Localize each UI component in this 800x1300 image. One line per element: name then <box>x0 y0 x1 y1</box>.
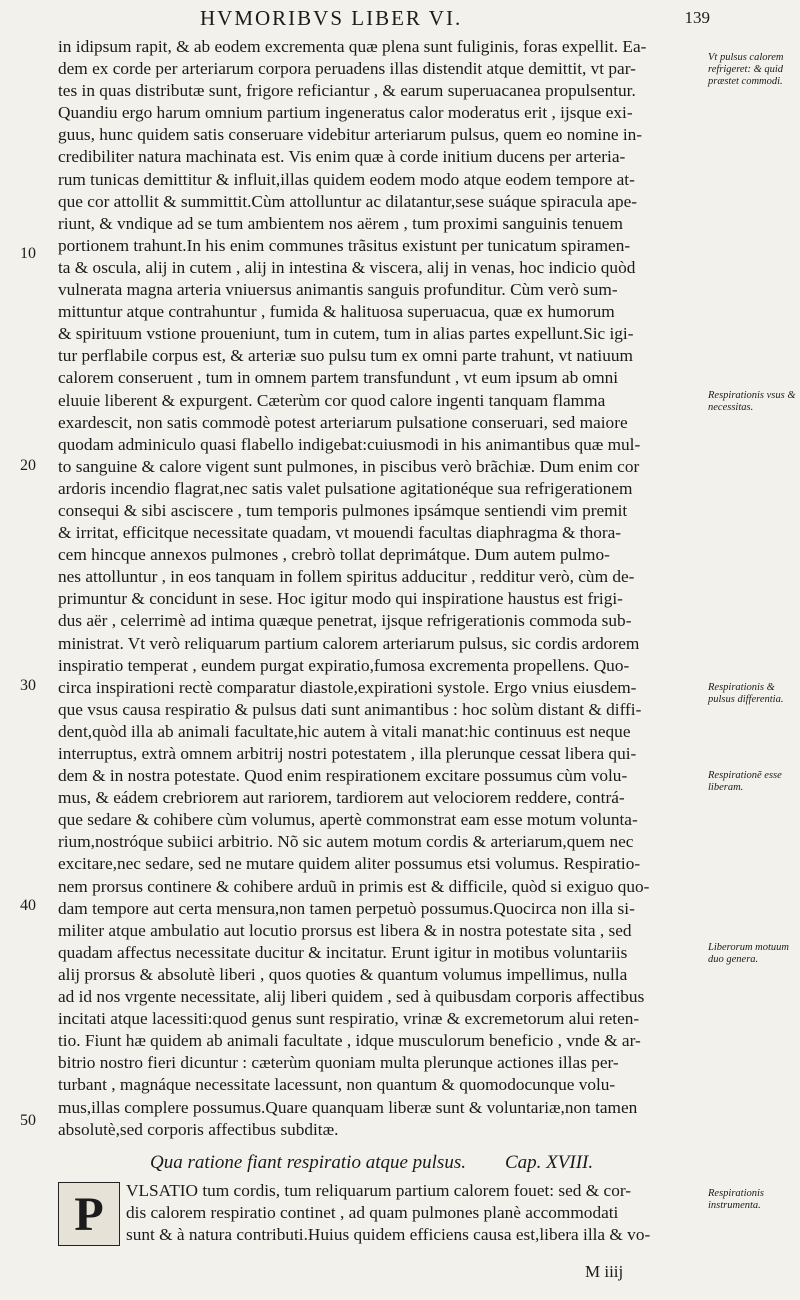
text-line: rum tunicas demittitur & influit,illas quidem eodem modo atque eodem tempore at- <box>58 169 635 189</box>
text-line: absolutè,sed corporis affectibus subditæ. <box>58 1119 339 1139</box>
text-line: que sedare & cohibere cùm volumus, apertè commonstrat eam esse motum volunta- <box>58 810 638 830</box>
text-line: sunt & à natura contributi.Huius quidem efficiens causa est,libera illa & vo- <box>126 1225 651 1245</box>
text-line: portionem trahunt.In his enim communes trãsitus existunt per tunicatum spiramen- <box>58 235 631 255</box>
text-line: eluuie liberent & expurgent. Cæterùm cor quod calore ingenti tanquam flamma <box>58 390 606 410</box>
text-line: riunt, & vndique ad se tum ambientem nos aërem , tum proximi sanguinis tenuem <box>58 213 623 233</box>
line-number: 20 <box>20 457 36 474</box>
text-line: ad id nos vrgente necessitate, alij liberi quidem , sed à quibusdam corporis affectibus <box>58 987 645 1007</box>
text-line: que vsus causa respiratio & pulsus dati sunt animantibus : hoc solùm distant & diffi- <box>58 699 642 719</box>
text-line: cem hincque annexos pulmones , crebrò tollat deprimátque. Dum autem pulmo- <box>58 545 610 565</box>
marginal-note: Respirationis vsus & necessitas. <box>708 390 796 413</box>
line-number: 40 <box>20 897 36 914</box>
text-line: nes attolluntur , in eos tanquam in follem spiritus adducitur , redditur verò, cùm de- <box>58 567 635 587</box>
text-line: dis calorem respiratio continet , ad quam pulmones planè accommodati <box>126 1203 619 1223</box>
text-line: incitati atque lacessiti:quod genus sunt respiratio, vrinæ & excremetorum alui reten- <box>58 1009 640 1029</box>
decorated-initial: P <box>58 1182 120 1246</box>
marginal-note: Respirationis & pulsus differentia. <box>708 682 784 705</box>
page-number: 139 <box>684 8 710 27</box>
page-header <box>60 4 710 32</box>
text-line: tio. Fiunt hæ quidem ab animali facultate , idque musculorum beneficio , vnde & ar- <box>58 1031 641 1051</box>
text-line: turbant , magnáque necessitate lacessunt, non quantum & quomodocunque volu- <box>58 1075 616 1095</box>
line-number: 10 <box>20 245 36 262</box>
text-line: dus aër , celerrimè ad intima quæque penetrat, ijsque refrigerationis commoda sub- <box>58 611 632 631</box>
text-line: quadam affectus necessitate ducitur & incitatur. Erunt igitur in motibus voluntariis <box>58 942 628 962</box>
section-title: Qua ratione fiant respiratio atque pulsus. <box>150 1152 466 1173</box>
line-number: 30 <box>20 677 36 694</box>
text-line: vulnerata magna arteria vniuersus animantis sanguis profunditur. Cùm verò sum- <box>58 280 618 300</box>
chapter-label: Cap. XVIII. <box>505 1152 594 1173</box>
text-line: dam tempore aut certa mensura,non tamen perpetuò possumus.Quocirca non illa si- <box>58 898 635 918</box>
text-line: & spirituum vstione proueniunt, tum in cutem, tum in alias partes expellunt.Sic igi- <box>58 324 634 344</box>
text-line: mus,illas complere possumus.Quare quanquam liberæ sunt & voluntariæ,non tamen <box>58 1097 638 1117</box>
text-line: exardescit, non satis commodè potest arteriarum pulsatione conseruari, sed maiore <box>58 412 628 432</box>
text-line: guus, hunc quidem satis conseruare videbitur arteriarum pulsus, quem eo nomine in- <box>58 125 643 145</box>
marginal-note: Vt pulsus calorem refrigeret: & quid præstet commodi. <box>708 52 784 87</box>
text-line: calorem conseruent , tum in omnem partem transfundunt , vt eum ipsum ab omni <box>58 368 619 388</box>
text-line: in idipsum rapit, & ab eodem excrementa quæ plena sunt fuliginis, foras expellit. Ea- <box>58 37 647 56</box>
text-line: rium,nostróque subiici arbitrio. Nõ sic autem motum cordis & arteriarum,quem nec <box>58 832 634 852</box>
chapter-opening-text <box>126 1180 706 1246</box>
text-line: bitrio nostro fieri dicuntur : cæterùm quoniam multa plerunque actiones illas per- <box>58 1053 619 1073</box>
marginal-note: Respirationẽ esse liberam. <box>708 770 782 793</box>
marginal-note: Liberorum motuum duo genera. <box>708 942 789 965</box>
signature-mark: M iiij <box>585 1262 624 1281</box>
text-line: mittuntur atque contrahuntur , fumida & halituosa superuacua, quæ ex humorum <box>58 302 615 322</box>
text-line: consequi & sibi asciscere , tum temporis pulmones ipsámque sentiendi vim premit <box>58 500 628 520</box>
section-heading <box>150 1152 670 1174</box>
text-line: dem ex corde per arteriarum corpora peruadens illas distendit atque demittit, vt par- <box>58 59 636 79</box>
text-line: quodam adminiculo quasi flabello indigebat:cuiusmodi in his animantibus quæ mul- <box>58 434 641 454</box>
text-line: dent,quòd illa ab animali facultate,hic autem à vitali manat:hic continuus est neque <box>58 721 631 741</box>
text-line: Quandiu ergo harum omnium partium ingeneratus calor moderatus erit , ijsque exi- <box>58 103 633 123</box>
text-line: tes in quas distributæ sunt, frigore reficiantur , & earum superuacanea propulsentur. <box>58 81 636 101</box>
text-line: alij prorsus & absolutè liberi , quos quoties & quantum volumus impellimus, nulla <box>58 964 628 984</box>
text-line: to sanguine & calore vigent sunt pulmones, in piscibus verò brãchiæ. Dum enim cor <box>58 456 640 476</box>
text-line: excitare,nec sedare, sed ne mutare quidem aliter possumus etsi volumus. Respiratio- <box>58 854 641 874</box>
text-line: ministrat. Vt verò reliquarum partium calorem arteriarum pulsus, sic cordis ardorem <box>58 633 640 653</box>
text-line: dem & in nostra potestate. Quod enim respirationem excitare possumus cùm volu- <box>58 766 628 786</box>
line-number: 50 <box>20 1112 36 1129</box>
running-title: HVMORIBVS LIBER VI. <box>200 6 463 30</box>
text-line: inspiratio temperat , eundem purgat expiratio,fumosa excrementa propellens. Quo- <box>58 655 630 675</box>
text-line: tur perflabile corpus est, & arteriæ suo pulsu tum ex omni parte trahunt, vt natiuum <box>58 346 633 366</box>
main-text-block <box>58 36 708 1141</box>
marginal-note: Respirationis instrumenta. <box>708 1188 765 1211</box>
text-line: que cor attollit & summittit.Cùm attolluntur ac dilatantur,sese suáque spiracula ape- <box>58 191 638 211</box>
text-line: interruptus, extrà omnem arbitrij nostri potestatem , illa plerunque cessat libera qui- <box>58 744 637 763</box>
text-line: nem prorsus continere & cohibere arduũ in primis est & difficile, quòd si exiguo quo- <box>58 876 650 896</box>
text-line: circa inspirationi rectè comparatur diastole,expirationi systole. Ergo vnius eiusdem- <box>58 677 637 697</box>
text-line: & irritat, efficitque necessitate quadam, vt mouendi facultas diaphragma & thora- <box>58 523 622 543</box>
text-line: ardoris incendio flagrat,nec satis valet pulsatione agitationéque sua refrigerationem <box>58 478 633 498</box>
text-line: primuntur & concidunt in sese. Hoc igitur modo qui inspiratione haustus est frigi- <box>58 589 623 609</box>
text-line: VLSATIO tum cordis, tum reliquarum partium calorem fouet: sed & cor- <box>126 1181 632 1200</box>
text-line: credibiliter natura machinata est. Vis enim quæ à corde initium ducens per arteria- <box>58 147 626 167</box>
text-line: militer atque ambulatio aut locutio prorsus est libera & in nostra potestate sita , sed <box>58 920 632 940</box>
text-line: ta & oscula, alij in cutem , alij in intestina & viscera, alij in venas, hoc indicio quòd <box>58 257 636 277</box>
text-line: mus, & eádem crebriorem aut rariorem, tardiorem aut velociorem reddere, contrá- <box>58 788 625 808</box>
